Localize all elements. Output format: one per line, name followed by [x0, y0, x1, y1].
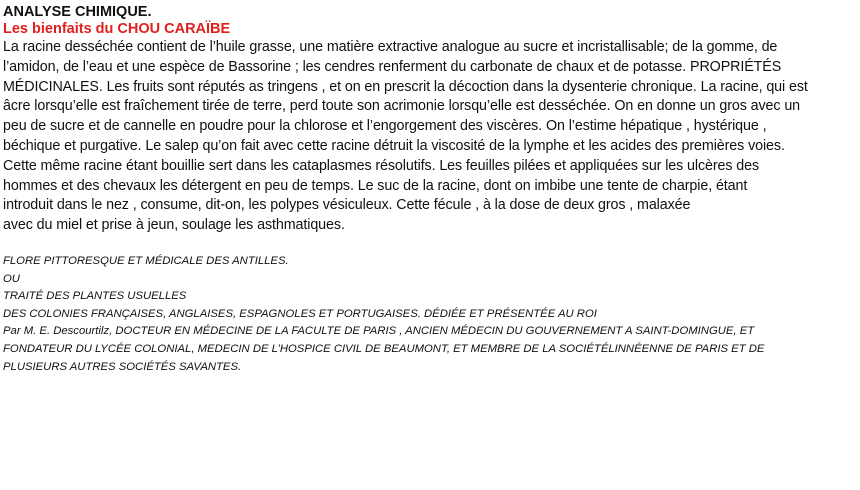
body-line: peu de sucre et de cannelle en poudre pour la chlorose et l’engorgement des viscères. On l’estime hépatique , hystérique ,	[3, 118, 767, 135]
body-line: hommes et des chevaux les détergent en peu de temps. Le suc de la racine, dont on imbibe une tente de charpie, étant	[3, 177, 748, 194]
body-line: La racine desséchée contient de l’huile grasse, une matière extractive analogue au sucre et incristallisable; de la gomme, de	[3, 39, 778, 55]
subtitle-heading: Les bienfaits du CHOU CARAÏBE	[3, 21, 231, 37]
source-line: PLUSIEURS AUTRES SOCIÉTÉS SAVANTES.	[3, 360, 242, 373]
body-line: MÉDICINALES. Les fruits sont réputés as tringens , et on en prescrit la décoction dans la dysenterie chronique. La racine, qui est	[3, 78, 808, 95]
body-line: âcre lorsqu’elle est fraîchement tirée de terre, perd toute son acrimonie lorsqu’elle est desséchée. On en donne un gros avec un	[3, 98, 801, 115]
source-line: DES COLONIES FRANÇAISES, ANGLAISES, ESPAGNOLES ET PORTUGAISES. DÉDIÉE ET PRÉSENTÉE AU ROI	[3, 307, 597, 320]
body-paragraph	[3, 38, 855, 236]
source-line: OU	[3, 272, 20, 285]
source-line: FONDATEUR DU LYCÉE COLONIAL, MEDECIN DE L’HOSPICE CIVIL DE BEAUMONT, ET MEMBRE DE LA SOCIÉTÉLINNÉENNE DE PARIS ET DE	[3, 342, 765, 355]
section-heading: ANALYSE CHIMIQUE.	[3, 4, 152, 20]
source-citation	[3, 253, 855, 376]
source-line: FLORE PITTORESQUE ET MÉDICALE DES ANTILLES.	[3, 254, 289, 267]
document-page	[3, 4, 855, 376]
body-line: béchique et purgative. Le salep qu’on fait avec cette racine détruit la viscosité de la lymphe et les acides des premières voies.	[3, 137, 785, 154]
body-line: avec du miel et prise à jeun, soulage les asthmatiques.	[3, 217, 345, 234]
source-line: Par M. E. Descourtilz, DOCTEUR EN MÉDECINE DE LA FACULTE DE PARIS , ANCIEN MÉDECIN DU GOUVERNEMENT A SAINT-DOMINGUE, ET	[3, 325, 755, 338]
body-line: Cette même racine étant bouillie sert dans les cataplasmes résolutifs. Les feuilles pilées et appliquées sur les ulcères des	[3, 157, 760, 174]
source-line: TRAITÉ DES PLANTES USUELLES	[3, 290, 187, 303]
body-line: l’amidon, de l’eau et une espèce de Bassorine ; les cendres renferment du carbonate de chaux et de potasse. PROPRIÉTÉS	[3, 58, 782, 75]
section-spacer	[3, 236, 855, 253]
body-line: introduit dans le nez , consume, dit-on, les polypes vésiculeux. Cette fécule , à la dose de deux gros , malaxée	[3, 197, 691, 214]
